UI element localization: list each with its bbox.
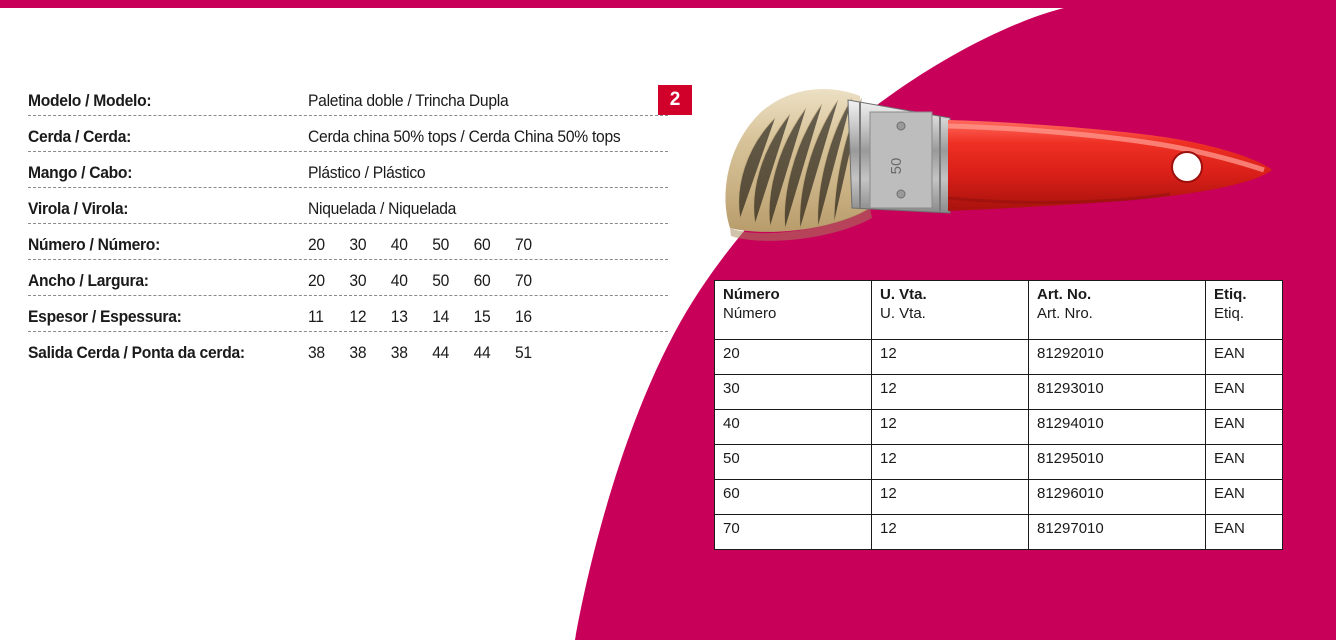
- spec-label: Modelo / Modelo:: [28, 91, 152, 110]
- spec-number: 13: [390, 307, 408, 326]
- spec-number: 44: [473, 343, 491, 362]
- header-line-1: Art. No.: [1037, 286, 1092, 303]
- spec-row-virola: [28, 188, 668, 224]
- spec-row-numero: [28, 224, 668, 260]
- cell-art-no: 81293010: [1029, 375, 1206, 410]
- cell-unidad-venta: 12: [872, 445, 1029, 480]
- spec-value: Cerda china 50% tops / Cerda China 50% tops: [308, 127, 621, 146]
- spec-label: Virola / Virola:: [28, 199, 129, 218]
- cell-unidad-venta: 12: [872, 410, 1029, 445]
- spec-number: 11: [308, 307, 324, 326]
- cell-etiqueta: EAN: [1206, 515, 1283, 550]
- spec-value: [308, 343, 639, 367]
- spec-number: 16: [515, 307, 532, 326]
- spec-number: 40: [390, 235, 408, 254]
- spec-number: 20: [308, 235, 325, 254]
- spec-number: 12: [349, 307, 367, 326]
- spec-number: 38: [390, 343, 408, 362]
- spec-row-ancho: [28, 260, 668, 296]
- cell-numero: 30: [715, 375, 872, 410]
- spec-number: 60: [473, 271, 491, 290]
- spec-number: 15: [473, 307, 491, 326]
- spec-number: 38: [349, 343, 367, 362]
- spec-number: 20: [308, 271, 325, 290]
- spec-value: Paletina doble / Trincha Dupla: [308, 91, 509, 110]
- spec-number: 70: [515, 235, 532, 254]
- spec-label: Ancho / Largura:: [28, 271, 149, 290]
- specification-list: [28, 80, 668, 367]
- cell-numero: 20: [715, 340, 872, 375]
- item-number-badge: 2: [658, 85, 692, 115]
- spec-number: 30: [349, 271, 367, 290]
- table-row: [715, 480, 1283, 515]
- spec-label: Salida Cerda / Ponta da cerda:: [28, 343, 245, 362]
- spec-label: Número / Número:: [28, 235, 161, 254]
- table-header-numero: [715, 281, 872, 340]
- table-header-art-no: [1029, 281, 1206, 340]
- spec-number: 38: [308, 343, 325, 362]
- cell-numero: 40: [715, 410, 872, 445]
- cell-numero: 50: [715, 445, 872, 480]
- spec-number: 44: [432, 343, 450, 362]
- header-line-2: Número: [723, 304, 777, 322]
- cell-art-no: 81292010: [1029, 340, 1206, 375]
- spec-row-mango: [28, 152, 668, 188]
- cell-etiqueta: EAN: [1206, 480, 1283, 515]
- header-line-1: Etiq.: [1214, 286, 1247, 303]
- header-line-1: U. Vta.: [880, 286, 927, 303]
- table-row: [715, 375, 1283, 410]
- cell-art-no: 81297010: [1029, 515, 1206, 550]
- table-header-row: [715, 281, 1283, 340]
- spec-number: 70: [515, 271, 532, 290]
- spec-number: 60: [473, 235, 491, 254]
- cell-numero: 70: [715, 515, 872, 550]
- cell-etiqueta: EAN: [1206, 375, 1283, 410]
- brush-ferrule: [848, 100, 950, 213]
- cell-numero: 60: [715, 480, 872, 515]
- spec-row-modelo: [28, 80, 668, 116]
- cell-art-no: 81296010: [1029, 480, 1206, 515]
- spec-number: 51: [515, 343, 532, 362]
- header-line-1: Número: [723, 286, 780, 303]
- spec-value: Plástico / Plástico: [308, 163, 426, 182]
- spec-value: [308, 307, 639, 331]
- cell-unidad-venta: 12: [872, 515, 1029, 550]
- spec-row-cerda: [28, 116, 668, 152]
- table-row: [715, 445, 1283, 480]
- spec-number: 40: [390, 271, 408, 290]
- product-image-paintbrush: [700, 78, 1300, 263]
- table-header-etiqueta: [1206, 281, 1283, 340]
- spec-number: 14: [432, 307, 450, 326]
- table-header-unidad-venta: [872, 281, 1029, 340]
- cell-unidad-venta: 12: [872, 480, 1029, 515]
- table-row: [715, 515, 1283, 550]
- spec-value: [308, 235, 639, 259]
- cell-etiqueta: EAN: [1206, 410, 1283, 445]
- table-row: [715, 410, 1283, 445]
- spec-row-espesor: [28, 296, 668, 332]
- cell-unidad-venta: 12: [872, 340, 1029, 375]
- header-line-2: Etiq.: [1214, 304, 1245, 322]
- cell-art-no: 81294010: [1029, 410, 1206, 445]
- spec-row-salida-cerda: [28, 332, 668, 367]
- header-line-2: Art. Nro.: [1037, 304, 1093, 322]
- spec-label: Cerda / Cerda:: [28, 127, 132, 146]
- spec-label: Espesor / Espessura:: [28, 307, 182, 326]
- spec-label: Mango / Cabo:: [28, 163, 133, 182]
- spec-number: 50: [432, 271, 450, 290]
- spec-value: [308, 271, 639, 295]
- spec-number: 30: [349, 235, 367, 254]
- spec-value: Niquelada / Niquelada: [308, 199, 457, 218]
- cell-etiqueta: EAN: [1206, 445, 1283, 480]
- brush-handle: [948, 120, 1272, 211]
- cell-unidad-venta: 12: [872, 375, 1029, 410]
- cell-etiqueta: EAN: [1206, 340, 1283, 375]
- article-table: [714, 280, 1283, 550]
- header-line-2: U. Vta.: [880, 304, 926, 322]
- spec-number: 50: [432, 235, 450, 254]
- ferrule-marking: 50: [888, 157, 905, 175]
- cell-art-no: 81295010: [1029, 445, 1206, 480]
- table-row: [715, 340, 1283, 375]
